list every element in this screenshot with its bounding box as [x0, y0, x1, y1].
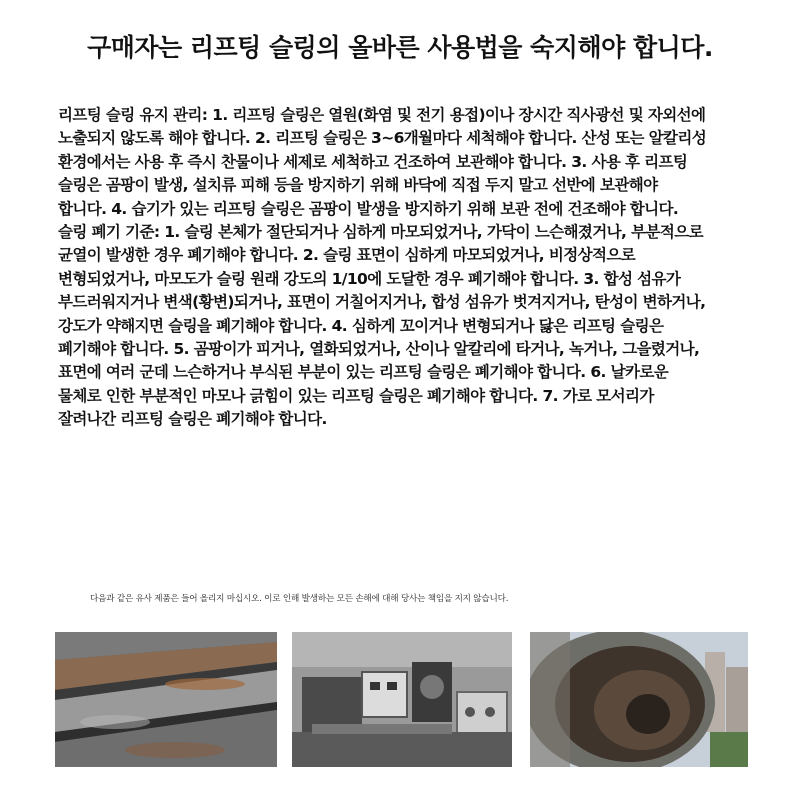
machinery-photo — [292, 632, 512, 767]
disclaimer-note: 다음과 같은 유사 제품은 들어 올리지 마십시오. 이로 인해 발생하는 모든 손해에 대해 당사는 책임을 지지 않습니다. — [90, 594, 509, 604]
steel-tank-photo — [530, 632, 748, 767]
usage-instructions: 리프팅 슬링 유지 관리: 1. 리프팅 슬링은 열원(화염 및 전기 용접)이나 장시간 직사광선 및 자외선에 노출되지 않도록 해야 합니다. 2. 리프팅 슬링은 3~6개월마다 세척해야 합니다. 산성 또는 알칼리성 환경에서는 사용 후 즉시 찬물이나 세제로 세척하고 건조하여 보관해야 합니다. 3. 사용 후 리프팅 슬링은 곰팡이 발생, 설치류 피해 등을 방지하기 위해 바닥에 직접 두지 말고 선반에 보관해야 합니다. 4. 습기가 있는 리프팅 슬링은 곰팡이 발생을 방지하기 위해 보관 전에 건조해야 합니다. 슬링 폐기 기준: 1. 슬링 본체가 절단되거나 심하게 마모되었거나, 가닥이 느슨해졌거나, 부분적으로 균열이 발생한 경우 폐기해야 합니다. 2. 슬링 표면이 심하게 마모되었거나, 비정상적으로 변형되었거나, 마모도가 슬링 원래 강도의 1/10에 도달한 경우 폐기해야 합니다. 3. 합성 섬유가 부드러워지거나 변색(황변)되거나, 표면이 거칠어지거나, 합성 섬유가 벗겨지거나, 탄성이 변하거나, 강도가 약해지면 슬링을 폐기해야 합니다. 4. 심하게 꼬이거나 변형되거나 닳은 리프팅 슬링은 폐기해야 합니다. 5. 곰팡이가 피거나, 열화되었거나, 산이나 알칼리에 타거나, 녹거나, 그을렸거나, 표면에 여러 군데 느슨하거나 부식된 부분이 있는 리프팅 슬링은 폐기해야 합니다. 6. 날카로운 물체로 인한 부분적인 마모나 긁힘이 있는 리프팅 슬링은 폐기해야 합니다. 7. 가로 모서리가 잘려나간 리프팅 슬링은 폐기해야 합니다. — [58, 106, 707, 429]
steel-plates-photo — [55, 632, 277, 767]
page-title: 구매자는 리프팅 슬링의 올바른 사용법을 숙지해야 합니다. — [87, 33, 713, 62]
